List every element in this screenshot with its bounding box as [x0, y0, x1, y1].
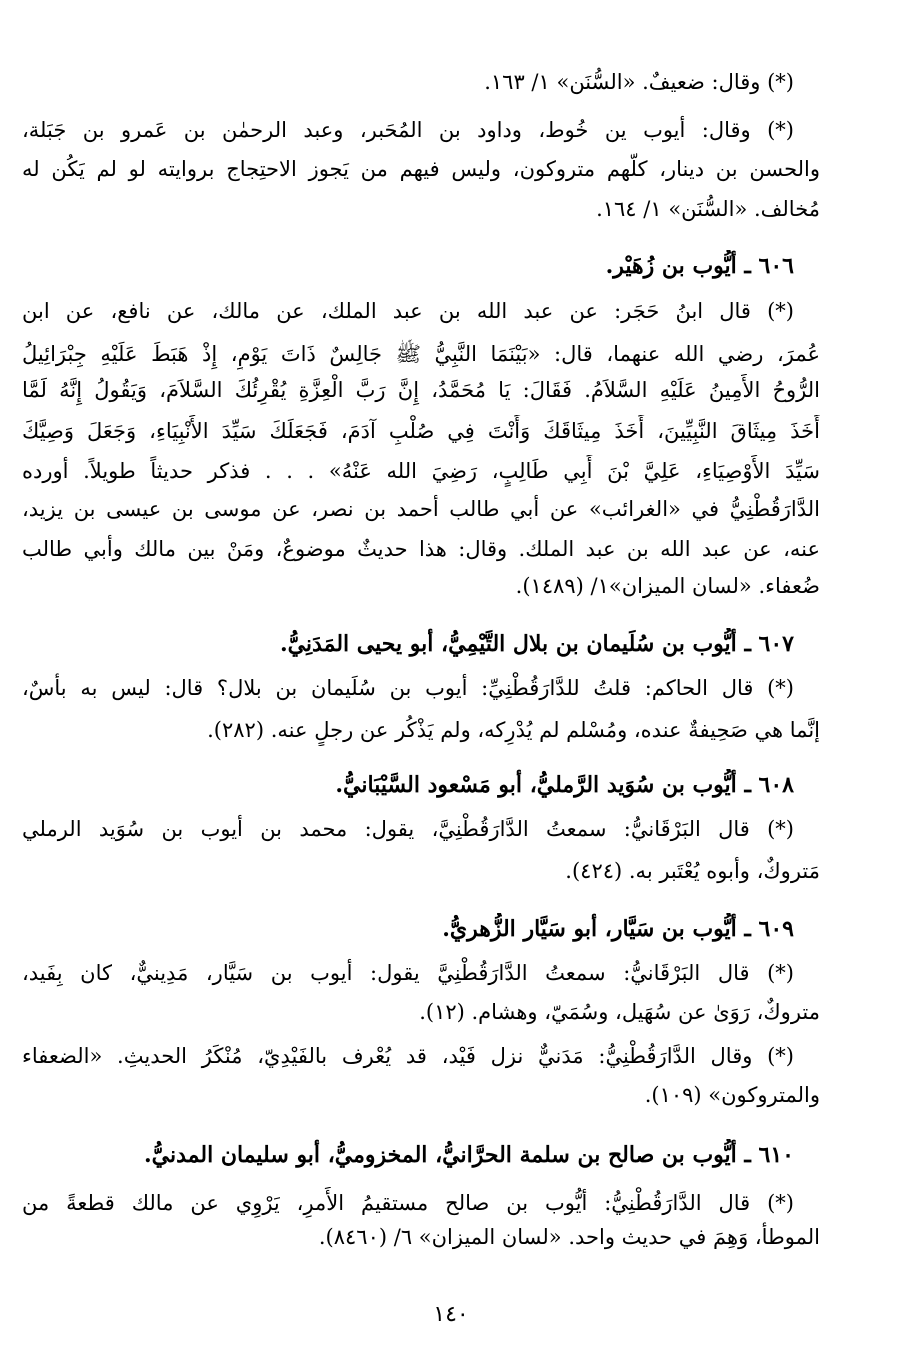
text-line: والحسن بن دينار، كلُّهم متروكون، وليس فيهم من يَجوز الاحتِجاج بروايته لو لم يَكُن له [22, 157, 820, 181]
text-line: والمتروكون» (١٠٩). [644, 1083, 820, 1107]
text-line: سَيِّدَ الأَوْصِيَاءِ، عَلِيَّ بْنَ أَبِي طَالِبٍ، رَضِيَ الله عَنْهُ» . . . فذكر حديثاً طويلاً. أورده [22, 459, 820, 483]
text-line: الموطأ، وَهِمَ في حديث واحد. «لسان الميزان» ٦/ (٨٤٦٠). [318, 1225, 820, 1249]
text-line: (*) قال البَرْقَانيُّ: سمعتُ الدَّارَقُطْنِيَّ يقول: أيوب بن سَيَّار، مَدِينيٌّ، كان بِفَيد، [22, 961, 794, 985]
text-line: الدَّارَقُطْنِيُّ في «الغرائب» عن أبي طالب أحمد بن نصر، عن موسى بن عيسى بن يزيد، [22, 497, 820, 521]
page-number: ١٤٠ [433, 1302, 469, 1327]
text-line: عُمرَ، رضي الله عنهما، قال: «بَيْنَمَا النَّبِيُّ ﷺ جَالِسٌ ذَاتَ يَوْمٍ، إِذْ هَبَطَ عَلَيْهِ جِبْرَائِيلُ [22, 342, 820, 366]
text-line: (*) قال ابنُ حَجَر: عن عبد الله بن عبد الملك، عن مالك، عن نافع، عن ابن [22, 299, 794, 323]
text-line: (*) قال الحاكم: قلتُ للدَّارَقُطْنِيِّ: أيوب بن سُلَيمان بن بلال؟ قال: ليس به بأْسٌ، [22, 676, 794, 700]
text-line: (*) وقال: ضعيفٌ. «السُّنَن» ١/ ١٦٣. [484, 70, 794, 94]
text-line: (*) وقال الدَّارَقُطْنِيُّ: مَدَنيٌّ نزل فَيْد، قد يُعْرف بالفَيْدِيّ، مُنْكَرُ الحديثِ. «الضعفاء [22, 1044, 794, 1068]
entry-heading-608: ٦٠٨ ـ أيُّوب بن سُوَيد الرَّمليُّ، أبو مَسْعود السَّيْبَانيُّ. [335, 772, 794, 798]
text-line: مَتروكٌ، وأبوه يُعْتَبر به. (٤٢٤). [565, 859, 820, 883]
text-line: مُخالف. «السُّنَن» ١/ ١٦٤. [596, 197, 820, 221]
entry-heading-610: ٦١٠ ـ أيُّوب بن صالح بن سلمة الحرَّانيُّ، المخزوميُّ، أبو سليمان المدنيُّ. [143, 1142, 794, 1168]
text-line: عنه، عن عبد الله بن عبد الملك. وقال: هذا حديثٌ موضوعٌ، ومَنْ بين مالك وأبي طالب [22, 537, 820, 561]
text-line: متروكٌ، رَوَىٰ عن سُهَيل، وسُمَيّ، وهشام. (١٢). [419, 1000, 820, 1024]
text-line: أَخَذَ مِيثَاقَ النَّبِيِّينَ، أَخَذَ مِيثَاقَكَ وَأَنْتَ فِي صُلْبِ آدَمَ، فَجَعَلَكَ سَيِّدَ الأَنْبِيَاءِ، وَجَعَلَ وَصِيَّكَ [22, 419, 820, 443]
text-line: إنَّما هي صَحِيفةٌ عنده، ومُسْلم لم يُدْرِكه، ولم يَذْكُر عن رجلٍ عنه. (٢٨٢). [207, 718, 820, 742]
text-line: (*) وقال: أيوب ين خُوط، وداود بن المُحَبر، وعبد الرحمٰن بن عَمرو بن جَبَلة، [22, 118, 794, 142]
text-line: (*) قال الدَّارَقُطْنِيُّ: أيُّوب بن صالح مستقيمُ الأَمرِ، يَرْوِي عن مالك قطعةً من [22, 1191, 794, 1215]
text-line: الرُّوحُ الأَمِينُ عَلَيْهِ السَّلاَمُ. فَقَالَ: يَا مُحَمَّدُ، إِنَّ رَبَّ الْعِزَّةِ يُقْرِئُكَ السَّلاَمَ، وَيَقُولُ إِنَّهُ لَمَّا [22, 378, 820, 402]
entry-heading-606: ٦٠٦ ـ أيُّوب بن زُهَيْر. [605, 253, 794, 279]
text-line: (*) قال البَرْقَانيُّ: سمعتُ الدَّارَقُطْنِيَّ، يقول: محمد بن أيوب بن سُوَيد الرملي [22, 817, 794, 841]
entry-heading-609: ٦٠٩ ـ أيُّوب بن سَيَّار، أبو سَيَّار الزُّهريُّ. [442, 916, 794, 942]
text-line: ضُعفاء. «لسان الميزان»١/ (١٤٨٩). [515, 574, 820, 598]
entry-heading-607: ٦٠٧ ـ أيُّوب بن سُلَيمان بن بلال التَّيْمِيُّ، أبو يحيى المَدَنِيُّ. [279, 631, 794, 657]
